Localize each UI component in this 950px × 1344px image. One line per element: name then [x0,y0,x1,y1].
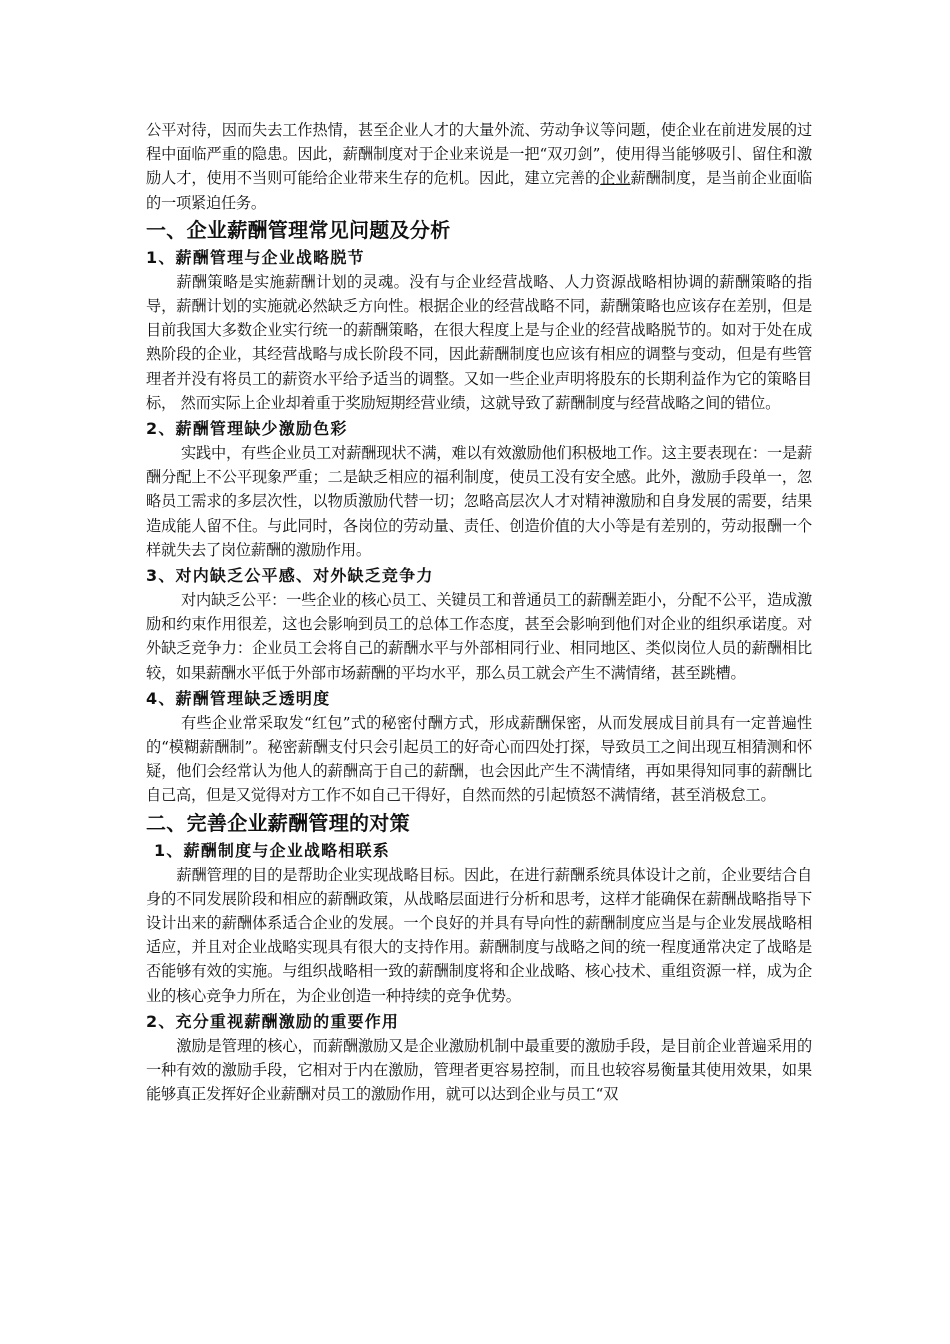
section-2-title: 二、完善企业薪酬管理的对策 [146,810,410,835]
section-1-paragraph-2: 实践中，有些企业员工对薪酬现状不满，难以有效激励他们积极地工作。这主要表现在：一是薪酬分配上不公平现象严重；二是缺乏相应的福利制度，使员工没有安全感。此外，激励手段单一，忽略员工需求的多层次性，以物质激励代替一切；忽略高层次人才对精神激励和自身发展的需要，结果造成能人留不住。与此同时，各岗位的劳动量、责任、创造价值的大小等是有差别的，劳动报酬一个样就失去了岗位薪酬的激励作用。 [146,444,812,559]
section-1-paragraph-3: 对内缺乏公平：一些企业的核心员工、关键员工和普通员工的薪酬差距小，分配不公平，造成激励和约束作用很差，这也会影响到员工的总体工作态度，甚至会影响到他们对企业的组织承诺度。对外缺乏竞争力：企业员工会将自己的薪酬水平与外部相同行业、相同地区、类似岗位人员的薪酬相比较，如果薪酬水平低于外部市场薪酬的平均水平，那么员工就会产生不满情绪，甚至跳槽。 [146,591,812,682]
document-page [146,118,812,1107]
intro-text-end: 薪酬制度，是当前企业面临的一项紧迫任务。 [146,169,812,212]
section-1-heading-4: 4、薪酬管理缺乏透明度 [146,688,331,708]
section-2-heading-2: 2、充分重视薪酬激励的重要作用 [146,1011,400,1031]
section-1-heading-1: 1、薪酬管理与企业战略脱节 [146,247,365,267]
section-2-heading-1: 1、薪酬制度与企业战略相联系 [154,840,390,860]
section-2-paragraph-2: 激励是管理的核心，而薪酬激励又是企业激励机制中最重要的激励手段，是目前企业普遍采用的一种有效的激励手段，它相对于内在激励，管理者更容易控制，而且也较容易衡量其使用效果，如果能够真正发挥好企业薪酬对员工的激励作用，就可以达到企业与员工“双 [146,1036,812,1104]
enterprise-link[interactable]: 企业 [600,169,631,188]
section-1-heading-3: 3、对内缺乏公平感、对外缺乏竞争力 [146,566,434,586]
section-2-paragraph-1: 薪酬管理的目的是帮助企业实现战略目标。因此，在进行薪酬系统具体设计之前，企业要结合自身的不同发展阶段和相应的薪酬政策，从战略层面进行分析和思考，这样才能确保在薪酬战略指导下设计出来的薪酬体系适合企业的发展。一个良好的并具有导向性的薪酬制度应当是与企业发展战略相适应，并且对企业战略实现具有很大的支持作用。薪酬制度与战略之间的统一程度通常决定了战略是否能够有效的实施。与组织战略相一致的薪酬制度将和企业战略、核心技术、重组资源一样，成为企业的核心竞争力所在，为企业创造一种持续的竞争优势。 [146,865,812,1005]
section-1-paragraph-4: 有些企业常采取发“红包”式的秘密付酬方式，形成薪酬保密，从而发展成目前具有一定普遍性的“模糊薪酬制”。秘密薪酬支付只会引起员工的好奇心而四处打探，导致员工之间出现互相猜测和怀疑，他们会经常认为他人的薪酬高于自己的薪酬，也会因此产生不满情绪，再如果得知同事的薪酬比自己高，但是又觉得对方工作不如自己干得好，自然而然的引起愤怒不满情绪，甚至消极怠工。 [146,713,812,805]
section-1-paragraph-1: 薪酬策略是实施薪酬计划的灵魂。没有与企业经营战略、人力资源战略相协调的薪酬策略的指导，薪酬计划的实施就必然缺乏方向性。根据企业的经营战略不同，薪酬策略也应该存在差别，但是目前我国大多数企业实行统一的薪酬策略，在很大程度上是与企业的经营战略脱节的。如对于处在成熟阶段的企业，其经营战略与成长阶段不同，因此薪酬制度也应该有相应的调整与变动，但是有些管理者并没有将员工的薪资水平给予适当的调整。又如一些企业声明将股东的长期利益作为它的策略目标， 然而实际上企业却着重于奖励短期经营业绩，这就导致了薪酬制度与经营战略之间的错位。 [146,272,812,412]
intro-paragraph [146,118,812,215]
section-1-title: 一、企业薪酬管理常见问题及分析 [146,217,451,242]
section-1-heading-2: 2、薪酬管理缺少激励色彩 [146,419,348,439]
intro-text: 公平对待，因而失去工作热情，甚至企业人才的大量外流、劳动争议等问题，使企业在前进发展的过程中面临严重的隐患。因此，薪酬制度对于企业来说是一把“双刃剑”，使用得当能够吸引、留住和激励人才，使用不当则可能给企业带来生存的危机。因此，建立完善的 [146,121,812,188]
